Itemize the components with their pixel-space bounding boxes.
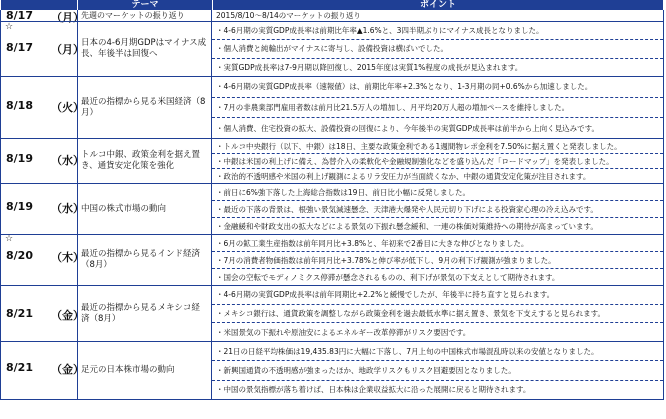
weekday-text: （木） [51,251,84,264]
point-item: ・メキシコ銀行は、通貨政策を調整しながら政策金利を過去最低水準に据え置き、景気を下支えすると見られます。 [212,304,663,323]
table-row [1,76,663,138]
date-cell [1,77,84,138]
point-item: ・6月の鉱工業生産指数は前年同月比+3.8%と、年初来で2番目に大きな伸びとなりました。 [216,238,529,248]
date-cell [1,184,84,234]
weekday-text: （火） [51,101,84,114]
date-cell [1,139,84,183]
date-cell [1,22,84,76]
point-item: ・国会の空転でモディノミクス停滞が懸念されるものの、利下げが景気の下支えとして期待されます。 [212,268,663,285]
weekday-text: （金） [51,363,84,376]
table-body [0,10,664,400]
point-item: ・実質GDP成長率は7-9月期以降回復し、2015年度は実質1%程度の成長が見込まれます。 [212,58,663,76]
point-item: ・政治的不透明感や米国の利上げ観測によるリラ安圧力が当面続くなか、中銀の通貨安定化策が注目されます。 [212,168,663,183]
point-item: ・前日に6%強下落した上海総合指数は19日、前日比小幅に反発しました。 [216,187,470,197]
date-text: 8/17 [6,41,33,54]
table-row [1,183,663,234]
star-icon: ☆ [5,234,14,244]
points-cell [211,184,663,234]
table-row [1,234,663,285]
header-theme-cell: テーマ [77,0,212,10]
date-text: 8/19 [6,152,33,165]
point-item: ・7月の非農業部門雇用者数は前月比21.5万人の増加し、月平均20万人超の増加ペースを維持しました。 [212,97,663,118]
point-item: ・個人消費、住宅投資の拡大、設備投資の回復により、今年後半の実質GDP成長率は前半から上向く見込みです。 [212,117,663,138]
theme-cell: 先週のマーケットの振り返り [77,10,211,21]
point-item: ・7月の消費者物価指数は前年同月比+3.78%と伸び率が低下し、9月の利下げ観測が強まりました。 [212,251,663,268]
point-item: ・中銀は米国の利上げに備え、為替介入の柔軟化や金融規制強化などを盛り込んだ「ロードマップ」を発表しました。 [212,153,663,168]
table-row [1,138,663,183]
table-row [1,341,663,399]
theme-cell: 最近の指標から見る米国経済（8月） [77,77,211,138]
weekday-text: （金） [51,309,84,322]
theme-cell: 最近の指標から見るインド経済（8月） [77,235,211,285]
theme-cell: 最近の指標から見るメキシコ経済（8月） [77,286,211,341]
weekday-text: （月） [51,43,84,56]
table-row [1,21,663,76]
date-text: 8/19 [6,200,33,213]
date-text: 8/18 [6,99,33,112]
table-row [1,285,663,341]
theme-cell: 日本の4-6月期GDPはマイナス成長、年後半は回復へ [77,22,211,76]
points-cell [211,77,663,138]
point-item: ・4-6月期の実質GDP成長率は前期比年率▲1.6%と、3四半期ぶりにマイナス成長となりました。 [216,26,544,36]
date-cell [1,234,84,285]
weekday-text: （月） [51,11,84,24]
star-icon: ☆ [5,22,14,32]
point-item: ・個人消費と純輸出がマイナスに寄与し、設備投資は横ばいでした。 [212,39,663,57]
weekday-text: （水） [51,202,84,215]
date-cell [1,286,84,341]
points-cell [211,235,663,285]
points-cell [211,139,663,183]
points-cell [211,286,663,341]
point-item: ・最近の下落の背景は、根強い景気減速懸念、天津港大爆発や人民元切り下げによる投資家心理の冷え込みです。 [212,200,663,217]
points-cell [211,22,663,76]
point-item: ・中国の景気指標が落ち着けば、日本株は企業収益拡大に沿った展開に戻ると期待されます。 [212,380,663,399]
header-points-cell: ポイント [212,0,663,10]
theme-cell: 足元の日本株市場の動向 [77,342,211,399]
points-cell [211,10,663,21]
point-item: 2015/8/10～8/14のマーケットの振り返り [216,11,361,20]
point-item: ・トルコ中央銀行（以下、中銀）は18日、主要な政策金利である1週間物レポ金利を7.50%に据え置くと発表しました。 [216,141,622,151]
theme-cell: 中国の株式市場の動向 [77,184,211,234]
date-cell [1,342,84,399]
date-text: 8/17 [6,9,33,22]
point-item: ・4-6月期の実質GDP成長率（速報値）は、前期比年率+2.3%となり、1-3月期の同+0.6%から加速しました。 [216,82,593,92]
point-item: ・金融緩和や財政支出の拡大などによる景気の下振れ懸念緩和、一連の株価対策維持への期待が高まっています。 [212,217,663,234]
date-text: 8/20 [6,249,33,262]
points-cell [211,342,663,399]
date-text: 8/21 [6,307,33,320]
weekday-text: （水） [51,154,84,167]
point-item: ・4-6月期の実質GDP成長率は前年同期比+2.2%と緩慢でしたが、年後半に持ち直すと見られます。 [216,290,555,300]
table-header [1,0,663,10]
table-row [1,9,663,24]
date-text: 8/21 [6,361,33,374]
point-item: ・米国景気の下振れや原油安によるエネルギー改革停滞がリスク要因です。 [212,322,663,341]
theme-cell: トルコ中銀、政策金利を据え置き、通貨安定化策を強化 [77,139,211,183]
point-item: ・新興国通貨の不透明感が強まったほか、地政学リスクもリスク回避要因となりました。 [212,360,663,379]
date-cell [1,9,84,24]
point-item: ・21日の日経平均株価は19,435.83円に大幅に下落し、7月上旬の中国株式市場混乱時以来の安値となりました。 [216,346,599,356]
